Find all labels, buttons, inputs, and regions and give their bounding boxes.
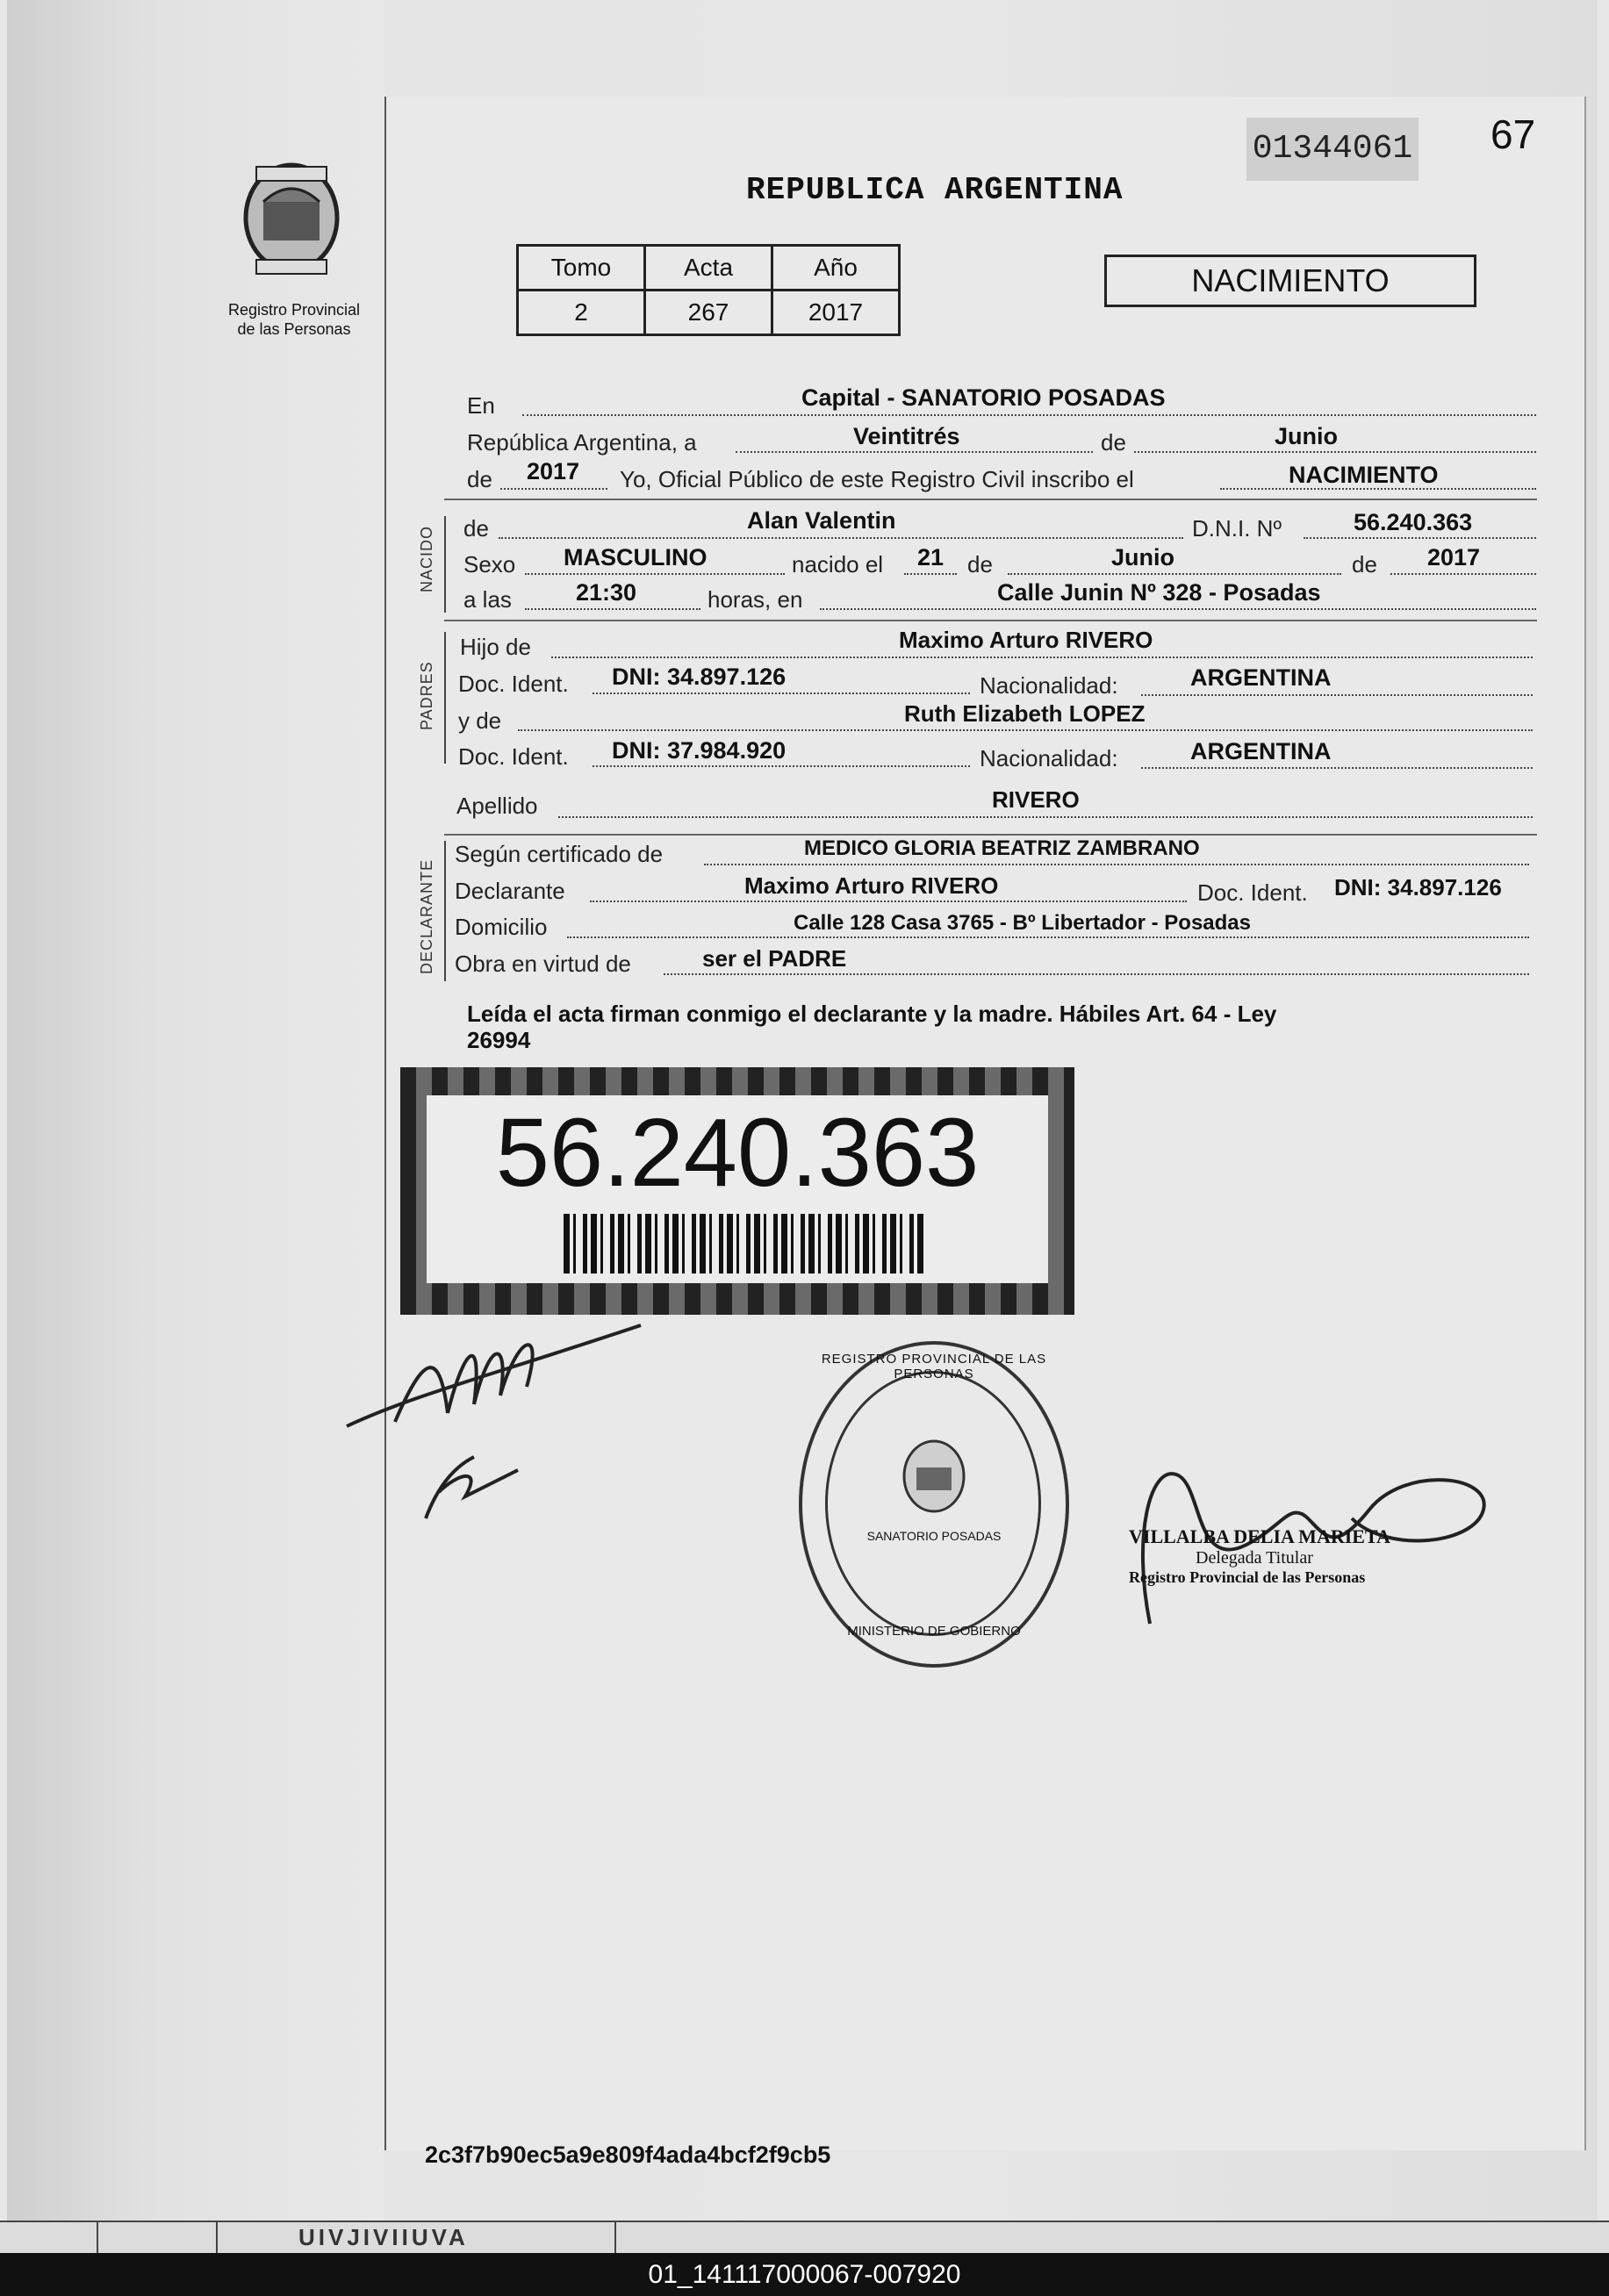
label-en: En <box>467 392 495 419</box>
section-divider-nacido <box>444 516 446 613</box>
value-dni: 56.240.363 <box>1354 509 1473 535</box>
dotline-sexo <box>525 573 785 575</box>
value-domicilio-nac: Calle Junin Nº 328 - Posadas <box>997 579 1321 606</box>
value-madre-doc: DNI: 37.984.920 <box>612 737 787 764</box>
strip-divider-3 <box>614 2222 616 2255</box>
value-lugar: Capital - SANATORIO POSADAS <box>801 384 1166 411</box>
strip-divider-2 <box>216 2222 218 2255</box>
dotline-padre-doc <box>593 692 970 694</box>
barcode-sticker <box>400 1067 1074 1315</box>
dotline-madre-nac <box>1141 767 1533 769</box>
label-de-nac-mes: de <box>967 551 993 578</box>
value-nac-anio: 2017 <box>1427 544 1481 570</box>
bottom-partial-text: UIVJIVIIUVA <box>298 2224 469 2250</box>
value-padre: Maximo Arturo RIVERO <box>899 627 1153 653</box>
dotline-mes <box>1134 451 1536 453</box>
header-tomo: Tomo <box>518 246 645 291</box>
label-nacionalidad-madre: Nacionalidad: <box>980 745 1118 771</box>
value-anio: 2017 <box>527 458 580 484</box>
dotline-declarante <box>590 900 1187 902</box>
closing-line2: 26994 <box>467 1027 531 1053</box>
value-obra: ser el PADRE <box>702 945 847 972</box>
official-seal <box>799 1341 1069 1668</box>
value-domicilio: Calle 128 Casa 3765 - Bº Libertador - Posadas <box>794 911 1251 935</box>
label-sexo: Sexo <box>463 551 516 578</box>
label-doc-ident-declarante: Doc. Ident. <box>1197 879 1308 906</box>
label-de-anio: de <box>467 466 492 492</box>
document-hash: 2c3f7b90ec5a9e809f4ada4bcf2f9cb5 <box>425 2142 831 2168</box>
closing-line1: Leída el acta firman conmigo el declarante y la madre. Hábiles Art. 64 - Ley <box>467 1001 1277 1027</box>
dotline-madre <box>518 729 1533 731</box>
label-nacionalidad-padre: Nacionalidad: <box>980 672 1118 699</box>
value-padre-doc: DNI: 34.897.126 <box>612 664 787 690</box>
label-doc-ident-madre: Doc. Ident. <box>458 743 569 770</box>
dotline-domicilio <box>567 936 1529 938</box>
dotline-en <box>522 414 1536 416</box>
label-a-las: a las <box>463 586 512 613</box>
label-de-mes: de <box>1101 429 1126 456</box>
barcode-number: 56.240.363 <box>495 1099 980 1207</box>
value-madre-nac: ARGENTINA <box>1190 738 1332 764</box>
dotline-nac-dia <box>904 573 957 575</box>
record-table <box>516 244 901 336</box>
seal-outer-text: REGISTRO PROVINCIAL DE LAS PERSONAS <box>821 1352 1047 1381</box>
section-rule-nacido <box>444 499 1537 500</box>
value-nac-dia: 21 <box>917 544 945 570</box>
value-apellido: RIVERO <box>992 786 1080 813</box>
dotline-nombre <box>499 537 1183 539</box>
seal-inner-text: SANATORIO POSADAS <box>866 1529 1002 1543</box>
header-acta: Acta <box>645 246 772 291</box>
value-nac-mes: Junio <box>1111 544 1174 570</box>
officer-stamp <box>1129 1525 1498 1587</box>
dotline-dia <box>736 451 1093 453</box>
officer-org: Registro Provincial de las Personas <box>1129 1568 1366 1586</box>
seal-crest-icon <box>890 1432 978 1520</box>
value-certificado: MEDICO GLORIA BEATRIZ ZAMBRANO <box>804 836 1200 860</box>
section-label-declarante: DECLARANTE <box>418 858 435 974</box>
seal-bottom-text: MINISTERIO DE GOBIERNO <box>847 1624 1021 1639</box>
value-madre: Ruth Elizabeth LOPEZ <box>904 700 1146 727</box>
section-label-nacido: NACIDO <box>418 525 435 592</box>
section-divider-padres <box>444 632 446 764</box>
section-rule-declarante <box>444 834 1537 836</box>
section-label-padres: PADRES <box>418 661 435 730</box>
label-de-nac-anio: de <box>1352 551 1377 578</box>
dotline-nac-mes <box>1008 573 1341 575</box>
registry-line1: Registro Provincial <box>227 301 361 319</box>
dotline-padre <box>551 657 1533 658</box>
crest-icon <box>230 149 353 290</box>
label-obra: Obra en virtud de <box>455 951 631 977</box>
officer-name: VILLALBA DELIA MARIETA <box>1129 1525 1390 1547</box>
page-number: 67 <box>1490 111 1536 157</box>
dotline-padre-nac <box>1141 694 1533 696</box>
dotline-certificado <box>704 864 1529 865</box>
record-table-value-row <box>518 291 900 335</box>
label-domicilio: Domicilio <box>455 914 548 940</box>
dotline-obra <box>664 973 1529 975</box>
country-title: REPUBLICA ARGENTINA <box>746 172 1124 208</box>
value-hora: 21:30 <box>576 579 637 606</box>
registry-label <box>202 300 386 339</box>
value-declarante: Maximo Arturo RIVERO <box>744 872 999 899</box>
barcode-label-panel <box>427 1095 1048 1283</box>
dotline-nac-anio <box>1390 573 1536 575</box>
value-anio: 2017 <box>772 291 900 335</box>
label-segun: Según certificado de <box>455 841 664 867</box>
registry-line2: de las Personas <box>237 320 351 338</box>
section-rule-padres <box>444 620 1537 621</box>
label-nacido-el: nacido el <box>792 551 884 578</box>
closing-text <box>467 1001 1503 1053</box>
value-declarante-doc: DNI: 34.897.126 <box>1334 874 1502 900</box>
officer-role: Delegada Titular <box>1196 1548 1313 1568</box>
value-acto: NACIMIENTO <box>1289 462 1439 488</box>
label-declarante: Declarante <box>455 878 565 904</box>
section-divider-declarante <box>444 841 446 981</box>
barcode-icon <box>564 1214 927 1274</box>
label-republica: República Argentina, a <box>467 429 697 456</box>
dotline-anio <box>500 488 607 490</box>
dotline-madre-doc <box>593 765 970 767</box>
serial-number: 01344061 <box>1246 118 1419 181</box>
dotline-domicilio-nac <box>820 608 1536 610</box>
declarant-signature-icon <box>342 1308 658 1536</box>
footer-code: 01_141117000067-007920 <box>0 2253 1609 2296</box>
value-tomo: 2 <box>518 291 645 335</box>
label-apellido: Apellido <box>456 793 538 819</box>
doc-type-box: NACIMIENTO <box>1104 255 1476 307</box>
strip-divider-1 <box>97 2222 98 2255</box>
value-acta: 267 <box>645 291 772 335</box>
dotline-dni <box>1304 537 1536 539</box>
label-doc-ident-padre: Doc. Ident. <box>458 671 569 697</box>
label-y-de: y de <box>458 707 502 734</box>
label-hijo-de: Hijo de <box>460 634 531 660</box>
label-dni: D.N.I. Nº <box>1192 515 1282 542</box>
header-anio: Año <box>772 246 900 291</box>
record-table-header-row <box>518 246 900 291</box>
bottom-partial-strip <box>0 2221 1609 2255</box>
label-de-nombre: de <box>463 515 489 542</box>
label-horas-en: horas, en <box>708 586 803 613</box>
label-yo: Yo, Oficial Público de este Registro Civil inscribo el <box>620 466 1134 492</box>
value-sexo: MASCULINO <box>564 544 708 570</box>
value-nombre: Alan Valentin <box>747 507 896 534</box>
value-padre-nac: ARGENTINA <box>1190 664 1332 691</box>
dotline-hora <box>525 608 700 610</box>
value-dia: Veintitrés <box>853 423 960 449</box>
dotline-apellido <box>558 816 1533 818</box>
province-crest <box>230 149 353 290</box>
value-mes: Junio <box>1275 423 1338 449</box>
